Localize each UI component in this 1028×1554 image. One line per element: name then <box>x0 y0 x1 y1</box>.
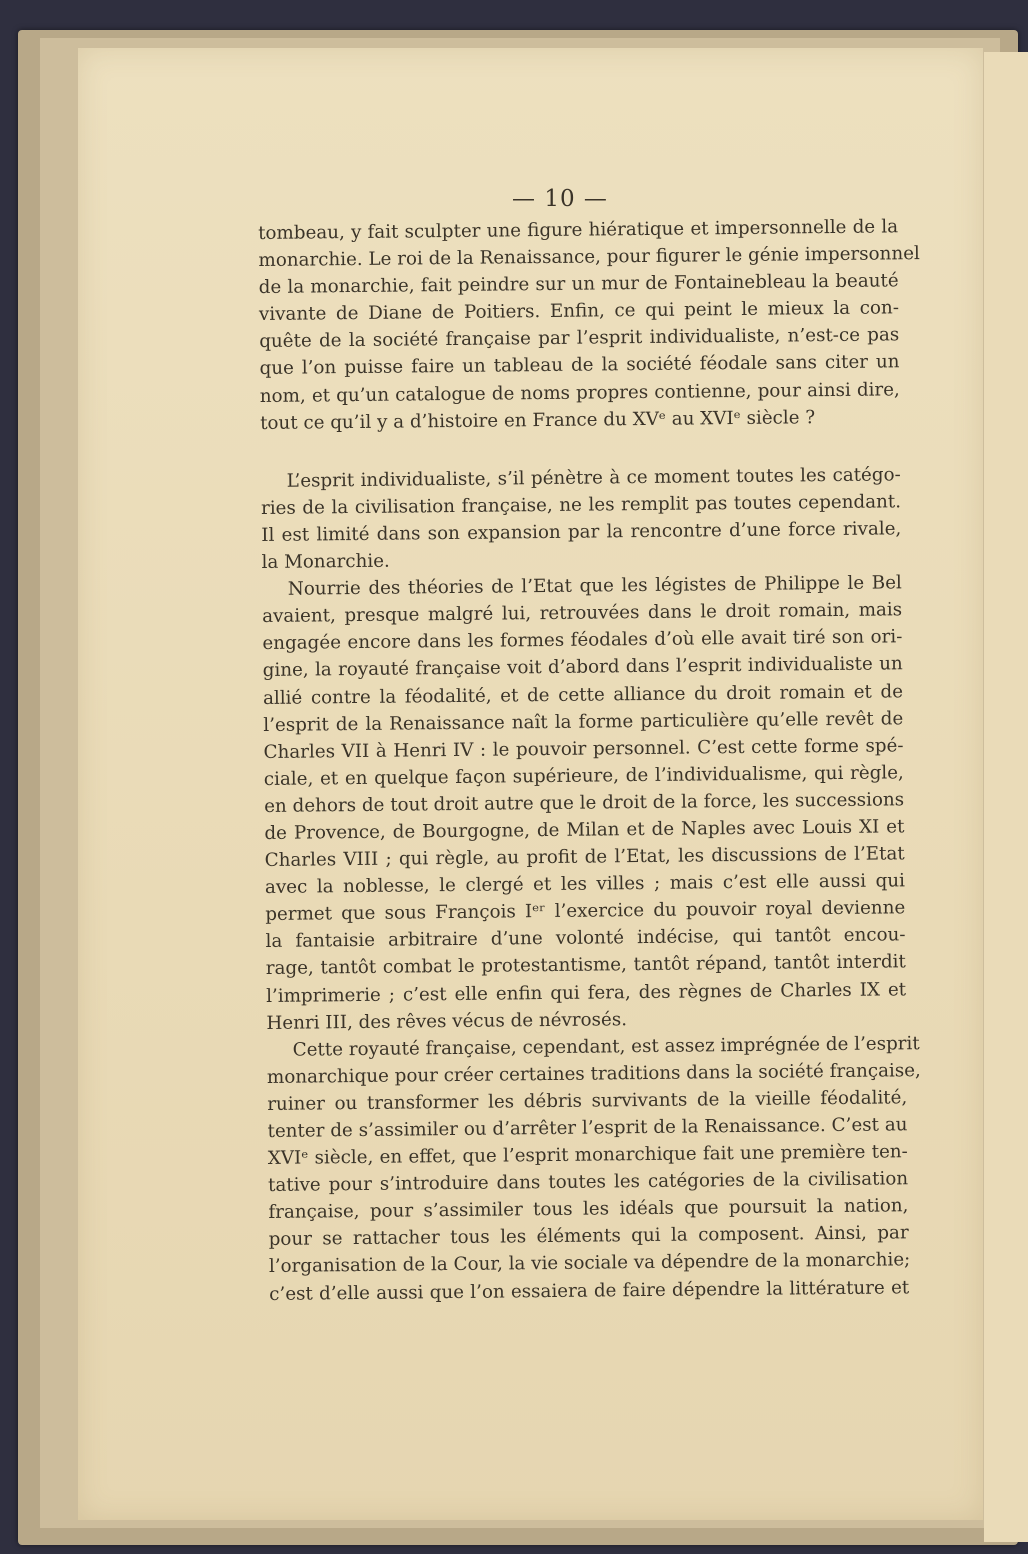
text-line: ruiner ou transformer les débris survivants de la vieille féodalité, <box>267 1087 908 1115</box>
text-line: de Provence, de Bourgogne, de Milan et de Naples avec Louis XI et <box>264 816 905 844</box>
body-text <box>258 213 921 1307</box>
text-line: tombeau, y fait sculpter une figure hiératique et impersonnelle de la <box>258 216 899 244</box>
text-line: tenter de s’assimiler ou d’arrêter l’esprit de la Renaissance. C’est au <box>267 1114 908 1142</box>
text-line: L’esprit individualiste, s’il pénètre à ce moment toutes les catégo- <box>286 464 901 492</box>
text-line: la fantaisie arbitraire d’une volonté indécise, qui tantôt encou- <box>265 924 906 953</box>
text-line: ciale, et en quelque façon supérieure, de l’individualisme, qui règle, <box>263 762 904 790</box>
page-number: — 10 — <box>512 186 608 212</box>
text-line: XVIᵉ siècle, en effet, que l’esprit monarchique fait une première ten- <box>267 1141 908 1170</box>
text-line: l’imprimerie ; c’est elle enfin qui fera, des règnes de Charles IX et <box>266 978 907 1007</box>
paragraph-4 <box>266 1030 921 1308</box>
paragraph-1 <box>258 213 920 436</box>
paragraph-2 <box>261 461 902 576</box>
text-line: la Monarchie. <box>261 550 390 574</box>
text-line: pour se rattacher tous les éléments qui la composent. Ainsi, par <box>268 1222 909 1251</box>
text-line: l’organisation de la Cour, la vie sociale va dépendre de la monarchie; <box>268 1249 911 1278</box>
text-line: Il est limité dans son expansion par la rencontre d’une force rivale, <box>261 518 902 546</box>
text-line: allié contre la féodalité, et de cette alliance du droit romain et de <box>262 680 904 709</box>
text-line: tative pour s’introduire dans toutes les catégories de la civilisation <box>268 1168 909 1197</box>
text-line: gine, la royauté française voit d’abord dans l’esprit individualiste un <box>262 653 903 682</box>
text-line: en dehors de tout droit autre que le droit de la force, les successions <box>264 789 905 817</box>
text-line: permet que sous François Iᵉʳ l’exercice du pouvoir royal devienne <box>265 897 906 926</box>
text-line: Charles VIII ; qui règle, au profit de l’Etat, les discussions de l’Etat <box>264 843 905 872</box>
text-line: l’esprit de la Renaissance naît la forme particulière qu’elle revêt de <box>263 707 904 736</box>
text-line: nom, et qu’un catalogue de noms propres contienne, pour ainsi dire, <box>259 378 900 407</box>
text-line: engagée encore dans les formes féodales d’où elle avait tiré son ori- <box>262 626 903 655</box>
text-line: ries de la civilisation française, ne les remplit pas toutes cependant. <box>260 491 902 519</box>
text-line: Charles VII à Henri IV : le pouvoir personnel. C’est cette forme spé- <box>263 734 904 763</box>
text-line: monarchique pour créer certaines traditions dans la société française, <box>266 1059 921 1088</box>
text-line: avec la noblesse, le clergé et les villes ; mais c’est elle aussi qui <box>264 870 906 899</box>
text-line: Nourrie des théories de l’Etat que les légistes de Philippe le Bel <box>287 572 902 600</box>
text-line: monarchie. Le roi de la Renaissance, pour figurer le génie impersonnel <box>258 243 920 272</box>
text-line: tout ce qu’il y a d’histoire en France du XVᵉ au XVIᵉ siècle ? <box>260 406 816 434</box>
text-line: de la monarchie, fait peindre sur un mur de Fontainebleau la beauté <box>258 270 899 299</box>
text-line: française, pour s’assimiler tous les idéals que poursuit la nation, <box>268 1195 909 1224</box>
text-line: quête de la société française par l’esprit individualiste, n’est-ce pas <box>259 324 900 353</box>
text-line: c’est d’elle aussi que l’on essaiera de faire dépendre la littérature et <box>269 1276 910 1305</box>
text-line: Henri III, des rêves vécus de névrosés. <box>266 1008 628 1034</box>
text-line: vivante de Diane de Poitiers. Enfin, ce qui peint le mieux la con- <box>258 297 900 326</box>
paragraph-3 <box>262 569 907 1036</box>
text-line: rage, tantôt combat le protestantisme, tantôt répand, tantôt interdit <box>265 951 906 980</box>
text-line: avaient, presque malgré lui, retrouvées dans le droit romain, mais <box>262 599 903 628</box>
text-line: que l’on puisse faire un tableau de la société féodale sans citer un <box>259 351 900 380</box>
facing-page-edge <box>984 52 1028 1542</box>
text-line: Cette royauté française, cependant, est assez imprégnée de l’esprit <box>292 1032 920 1061</box>
